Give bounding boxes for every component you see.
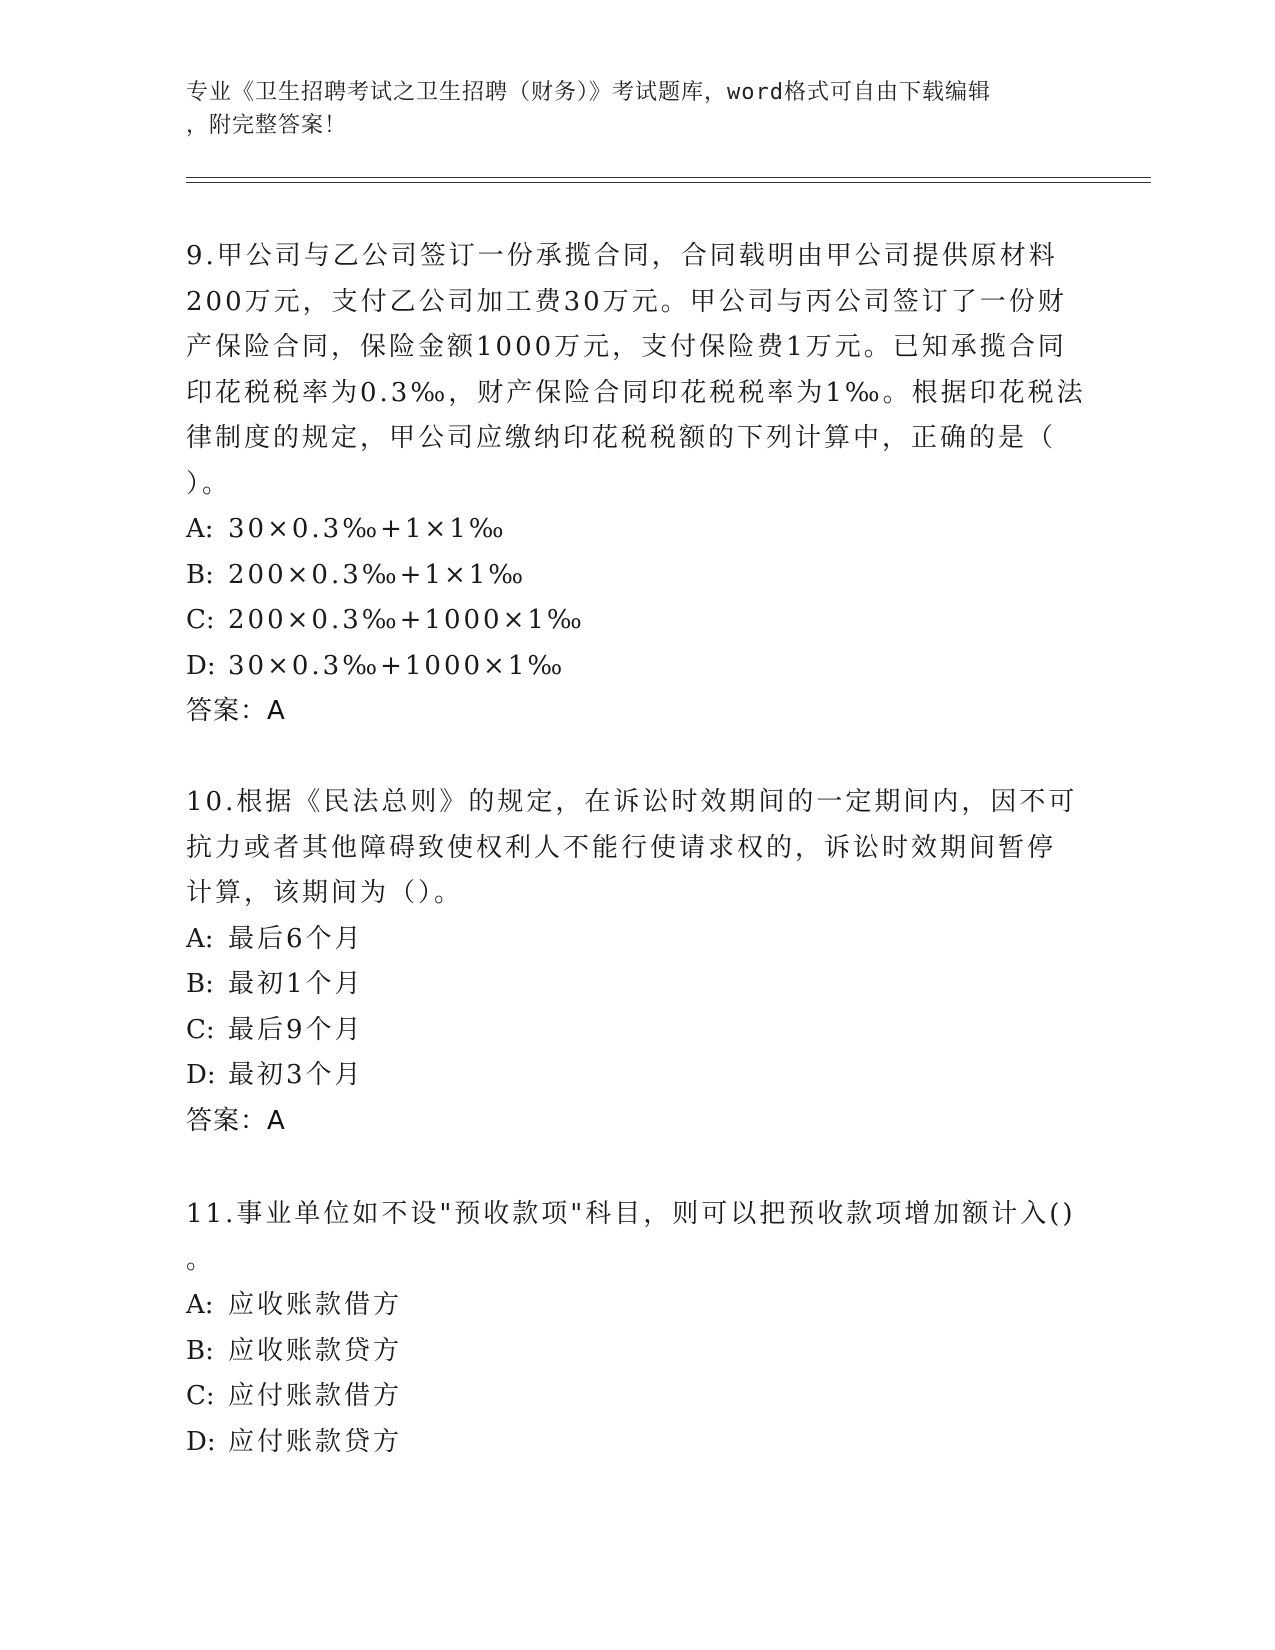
option-letter: C: [186, 1014, 215, 1045]
question-stem [186, 234, 1086, 507]
stem-line: 律制度的规定，甲公司应缴纳印花税税额的下列计算中，正确的是（ [186, 423, 1057, 453]
option-text: 最初3个月 [228, 1060, 364, 1090]
header-divider-bottom [186, 182, 1151, 183]
option-c [186, 1008, 1086, 1054]
question-11 [186, 1192, 1086, 1465]
header-line-1: 专业《卫生招聘考试之卫生招聘（财务）》考试题库，word格式可自由下载编辑 [186, 80, 991, 105]
option-letter: B: [186, 559, 214, 590]
option-letter: D: [186, 1060, 216, 1090]
option-a [186, 1283, 1086, 1329]
stem-line: 产保险合同，保险金额1000万元，支付保险费1万元。已知承揽合同 [186, 332, 1067, 362]
stem-line: 10.根据《民法总则》的规定，在诉讼时效期间的一定期间内，因不可 [186, 787, 1078, 817]
option-text: 应收账款借方 [228, 1290, 403, 1320]
question-9 [186, 234, 1086, 735]
stem-line: 印花税税率为0.3‰，财产保险合同印花税税率为1‰。根据印花税法 [186, 377, 1086, 408]
option-text: 200×0.3‰+1000×1‰ [228, 605, 585, 635]
option-text: 应收账款贷方 [228, 1335, 403, 1366]
option-text: 应付账款贷方 [228, 1426, 403, 1457]
stem-line: 计算，该期间为（）。 [186, 878, 464, 908]
header-line-2: ，附完整答案！ [186, 113, 348, 138]
option-letter: C: [186, 1381, 215, 1411]
option-letter: D: [186, 650, 216, 681]
option-b [186, 962, 1086, 1008]
option-a [186, 917, 1086, 963]
stem-line: 抗力或者其他障碍致使权利人不能行使请求权的，诉讼时效期间暂停 [186, 832, 1057, 863]
option-text: 30×0.3‰+1000×1‰ [228, 650, 566, 681]
option-text: 30×0.3‰+1×1‰ [228, 514, 507, 544]
option-c [186, 598, 1086, 644]
document-header [186, 76, 1086, 142]
option-letter: A: [186, 514, 214, 544]
stem-line: 9.甲公司与乙公司签订一份承揽合同，合同载明由甲公司提供原材料 [186, 241, 1058, 271]
option-d [186, 644, 1086, 690]
option-c [186, 1374, 1086, 1420]
option-a [186, 507, 1086, 553]
option-d [186, 1053, 1086, 1099]
stem-line: ）。 [186, 468, 232, 499]
header-divider-top [186, 177, 1151, 178]
option-letter: A: [186, 1290, 214, 1320]
stem-line: 11.事业单位如不设"预收款项"科目，则可以把预收款项增加额计入() [186, 1199, 1076, 1229]
option-letter: B: [186, 969, 214, 999]
option-text: 最初1个月 [228, 969, 364, 999]
answer-line: 答案：A [186, 1105, 286, 1136]
stem-line: 200万元，支付乙公司加工费30万元。甲公司与丙公司签订了一份财 [186, 286, 1067, 317]
question-10 [186, 780, 1086, 1144]
option-b [186, 1329, 1086, 1375]
option-text: 最后6个月 [228, 923, 364, 954]
question-stem [186, 780, 1086, 917]
option-text: 最后9个月 [228, 1014, 364, 1045]
option-b [186, 553, 1086, 599]
answer-line: 答案：A [186, 696, 286, 726]
option-text: 200×0.3‰+1×1‰ [228, 559, 527, 590]
option-letter: C: [186, 605, 215, 635]
option-letter: D: [186, 1426, 216, 1457]
option-text: 应付账款借方 [228, 1381, 403, 1411]
question-stem [186, 1192, 1086, 1283]
option-letter: A: [186, 923, 214, 954]
option-letter: B: [186, 1335, 214, 1366]
option-d [186, 1420, 1086, 1466]
stem-line: 。 [186, 1244, 216, 1275]
